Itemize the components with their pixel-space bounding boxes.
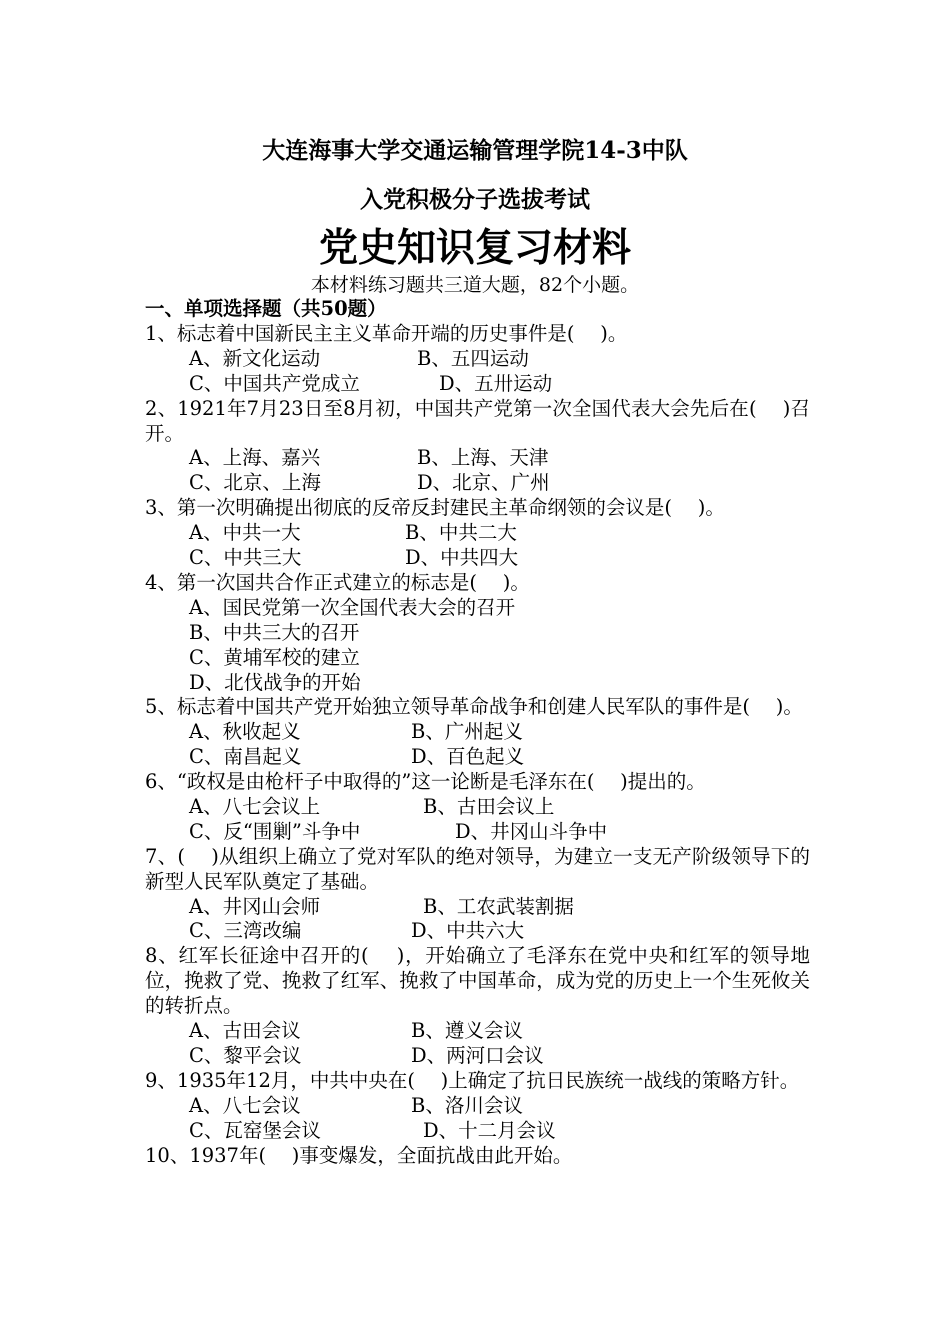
option-b: B、中共二大 — [405, 521, 517, 545]
question-stem: 7、( )从组织上确立了党对军队的绝对领导，为建立一支无产阶级领导下的新型人民军队奠定了基础。 — [145, 844, 810, 893]
option-a: A、新文化运动 — [189, 346, 321, 370]
option-b: B、古田会议上 — [423, 795, 555, 818]
question-list — [145, 297, 810, 1168]
option-d: D、十二月会议 — [423, 1118, 556, 1142]
option-row — [145, 347, 810, 372]
option-c: C、北京、上海 — [189, 471, 321, 495]
option-row — [145, 745, 810, 770]
question-stem: 1、标志着中国新民主主义革命开端的历史事件是( )。 — [145, 321, 628, 345]
option-row — [145, 1094, 810, 1119]
option-a: A、秋收起义 — [189, 720, 301, 744]
option-c: C、反“围剿”斗争中 — [189, 819, 361, 843]
option-row — [145, 546, 810, 571]
question-stem: 3、第一次明确提出彻底的反帝反封建民主革命纲领的会议是( )。 — [145, 496, 725, 520]
question-stem: 8、红军长征途中召开的( )，开始确立了毛泽东在党中央和红军的领导地位，挽救了党、挽救了红军、挽救了中国革命，成为党的历史上一个生死攸关的转折点。 — [145, 944, 810, 1018]
section-title: 一、单项选择题（共50题） — [145, 297, 387, 320]
question-stem: 4、第一次国共合作正式建立的标志是( )。 — [145, 570, 530, 594]
option-row — [145, 372, 810, 397]
option-c: C、三湾改编 — [189, 919, 302, 943]
option-a: A、上海、嘉兴 — [189, 446, 321, 470]
option-row — [145, 1119, 810, 1144]
option-b: B、广州起义 — [411, 720, 523, 744]
option-b: B、遵义会议 — [411, 1019, 523, 1043]
option-a: A、古田会议 — [189, 1019, 301, 1043]
option-b: B、中共三大的召开 — [189, 620, 360, 644]
option-d: D、北京、广州 — [417, 471, 550, 495]
option-d: D、北伐战争的开始 — [189, 670, 361, 694]
option-row — [145, 1019, 810, 1044]
header-line-1: 大连海事大学交通运输管理学院14-3中队 — [262, 137, 688, 164]
option-b: B、工农武装割据 — [423, 894, 574, 918]
option-d: D、井冈山斗争中 — [455, 819, 608, 843]
question-stem: 5、标志着中国共产党开始独立领导革命战争和创建人民军队的事件是( )。 — [145, 695, 803, 719]
option-d: D、中共四大 — [405, 545, 519, 569]
option-row — [145, 1044, 810, 1069]
question-stem: 2、1921年7月23日至8月初，中国共产党第一次全国代表大会先后在( )召开。 — [145, 396, 810, 445]
option-b: B、五四运动 — [417, 346, 529, 370]
option-d: D、百色起义 — [411, 745, 525, 769]
option-row — [145, 895, 810, 920]
option-c: C、南昌起义 — [189, 745, 302, 769]
option-b: B、洛川会议 — [411, 1093, 523, 1117]
option-c: C、中国共产党成立 — [189, 371, 360, 395]
page-title: 党史知识复习材料 — [318, 226, 631, 271]
option-c: C、黎平会议 — [189, 1043, 302, 1067]
option-row — [145, 820, 810, 845]
option-b: B、上海、天津 — [417, 446, 549, 470]
material-note: 本材料练习题共三道大题，82个小题。 — [310, 274, 640, 296]
option-row — [145, 521, 810, 546]
option-c: C、黄埔军校的建立 — [189, 645, 360, 669]
option-row — [145, 795, 810, 820]
option-a: A、中共一大 — [189, 521, 301, 545]
option-row — [145, 446, 810, 471]
header-line-2: 入党积极分子选拔考试 — [360, 186, 590, 213]
option-a: A、国民党第一次全国代表大会的召开 — [189, 595, 516, 619]
question-stem: 10、1937年( )事变爆发，全面抗战由此开始。 — [145, 1143, 573, 1167]
option-a: A、八七会议 — [189, 1093, 301, 1117]
option-row — [145, 471, 810, 496]
option-c: C、瓦窑堡会议 — [189, 1118, 321, 1142]
option-d: D、两河口会议 — [411, 1043, 544, 1067]
question-stem: 9、1935年12月，中共中央在( )上确定了抗日民族统一战线的策略方针。 — [145, 1068, 800, 1092]
option-d: D、中共六大 — [411, 919, 525, 943]
question-stem: 6、“政权是由枪杆子中取得的”这一论断是毛泽东在( )提出的。 — [145, 770, 706, 794]
option-row — [145, 720, 810, 745]
option-a: A、井冈山会师 — [189, 894, 321, 918]
option-row — [145, 919, 810, 944]
option-a: A、八七会议上 — [189, 795, 321, 818]
option-d: D、五卅运动 — [439, 371, 553, 395]
option-c: C、中共三大 — [189, 545, 302, 569]
